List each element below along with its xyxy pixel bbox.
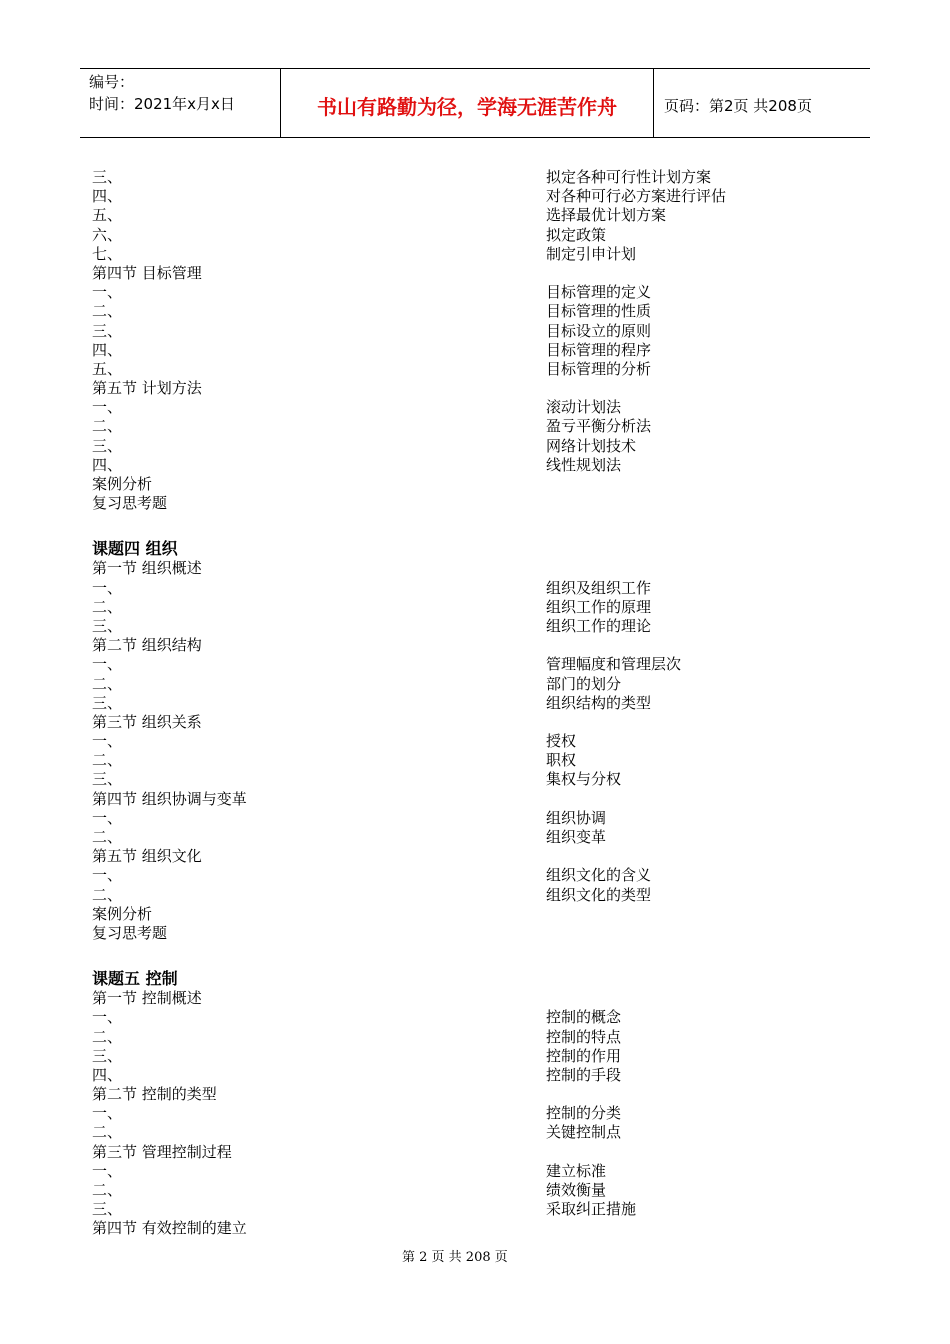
item-title: 集权与分权 xyxy=(546,770,622,789)
outline-item xyxy=(92,302,852,321)
outline-item xyxy=(92,828,852,847)
item-title: 滚动计划法 xyxy=(546,398,622,417)
item-number: 四、 xyxy=(92,455,123,474)
item-title: 控制的概念 xyxy=(546,1008,622,1027)
outline-item xyxy=(92,1162,852,1181)
number-label: 编号： xyxy=(89,73,135,91)
item-number: 二、 xyxy=(92,302,123,321)
item-title: 控制的手段 xyxy=(546,1065,622,1084)
item-title: 关键控制点 xyxy=(546,1123,622,1142)
outline-item xyxy=(92,360,852,379)
section-title: 第二节 组织结构 xyxy=(92,636,202,655)
section-heading xyxy=(92,379,852,398)
item-number: 一、 xyxy=(92,1104,123,1123)
outline-item xyxy=(92,732,852,751)
item-number: 一、 xyxy=(92,732,123,751)
item-title: 目标管理的程序 xyxy=(546,340,652,359)
section-heading xyxy=(92,924,852,943)
item-number: 三、 xyxy=(92,321,123,340)
outline-item xyxy=(92,809,852,828)
item-title: 控制的分类 xyxy=(546,1104,622,1123)
item-number: 二、 xyxy=(92,597,123,616)
section-heading xyxy=(92,790,852,809)
item-number: 三、 xyxy=(92,1200,123,1219)
section-heading xyxy=(92,559,852,578)
item-number: 一、 xyxy=(92,808,123,827)
outline-item xyxy=(92,245,852,264)
item-number: 五、 xyxy=(92,359,123,378)
section-heading xyxy=(92,713,852,732)
section-heading xyxy=(92,1143,852,1162)
item-number: 二、 xyxy=(92,417,123,436)
item-number: 一、 xyxy=(92,283,123,302)
outline-item xyxy=(92,655,852,674)
item-number: 三、 xyxy=(92,168,123,186)
item-title: 拟定各种可行性计划方案 xyxy=(546,168,712,186)
outline-item xyxy=(92,1200,852,1219)
outline-item xyxy=(92,1047,852,1066)
chapter-heading: 课题五 控制 xyxy=(92,969,178,989)
item-title: 线性规划法 xyxy=(546,455,622,474)
outline-item xyxy=(92,1066,852,1085)
section-title: 复习思考题 xyxy=(92,923,168,942)
item-number: 二、 xyxy=(92,1027,123,1046)
outline-item xyxy=(92,168,852,187)
outline-item xyxy=(92,770,852,789)
item-title: 建立标准 xyxy=(546,1161,607,1180)
section-title: 案例分析 xyxy=(92,904,153,923)
item-title: 制定引申计划 xyxy=(546,244,637,263)
item-number: 五、 xyxy=(92,206,123,225)
section-heading xyxy=(92,1085,852,1104)
item-title: 组织工作的理论 xyxy=(546,616,652,635)
item-number: 三、 xyxy=(92,1046,123,1065)
outline-item xyxy=(92,1028,852,1047)
section-title: 第一节 控制概述 xyxy=(92,989,202,1008)
item-title: 绩效衡量 xyxy=(546,1181,607,1199)
outline-item xyxy=(92,226,852,245)
item-title: 选择最优计划方案 xyxy=(546,206,667,225)
section-heading xyxy=(92,264,852,283)
item-number: 三、 xyxy=(92,770,123,789)
section-title: 第三节 管理控制过程 xyxy=(92,1142,232,1161)
outline-item xyxy=(92,675,852,694)
spacer xyxy=(92,943,852,966)
section-title: 第四节 有效控制的建立 xyxy=(92,1219,247,1238)
page-header xyxy=(80,68,870,138)
item-title: 部门的划分 xyxy=(546,674,622,693)
outline-item xyxy=(92,886,852,905)
time-label: 时间：2021年x月x日 xyxy=(89,95,235,113)
item-title: 组织及组织工作 xyxy=(546,578,652,597)
outline-item xyxy=(92,1008,852,1027)
section-heading xyxy=(92,494,852,513)
item-number: 二、 xyxy=(92,674,123,693)
item-title: 组织结构的类型 xyxy=(546,693,652,712)
item-number: 一、 xyxy=(92,1008,123,1027)
item-number: 二、 xyxy=(92,1123,123,1142)
item-number: 二、 xyxy=(92,885,123,904)
section-title: 第二节 控制的类型 xyxy=(92,1085,217,1104)
outline-item xyxy=(92,187,852,206)
item-number: 四、 xyxy=(92,187,123,206)
outline-item xyxy=(92,866,852,885)
item-title: 采取纠正措施 xyxy=(546,1200,637,1219)
outline-item xyxy=(92,322,852,341)
item-title: 网络计划技术 xyxy=(546,436,637,455)
item-title: 组织工作的原理 xyxy=(546,597,652,616)
item-number: 六、 xyxy=(92,225,123,244)
section-heading xyxy=(92,475,852,494)
section-heading xyxy=(92,636,852,655)
outline-item xyxy=(92,206,852,225)
outline-content xyxy=(92,168,852,1239)
item-number: 一、 xyxy=(92,1161,123,1180)
item-number: 二、 xyxy=(92,828,123,846)
item-title: 盈亏平衡分析法 xyxy=(546,417,652,436)
spacer xyxy=(92,513,852,536)
item-title: 授权 xyxy=(546,732,577,751)
section-heading xyxy=(92,1219,852,1238)
item-title: 目标管理的性质 xyxy=(546,302,652,321)
item-title: 组织变革 xyxy=(546,828,607,846)
section-title: 案例分析 xyxy=(92,475,153,493)
outline-item xyxy=(92,1181,852,1200)
page-footer: 第 2 页 共 208 页 xyxy=(402,1250,508,1265)
section-heading xyxy=(92,905,852,924)
section-title: 第一节 组织概述 xyxy=(92,559,202,578)
header-page-info: 页码：第2页 共208页 xyxy=(664,96,812,115)
section-title: 第四节 组织协调与变革 xyxy=(92,789,247,808)
outline-item xyxy=(92,1104,852,1123)
item-title: 管理幅度和管理层次 xyxy=(546,655,682,674)
item-title: 组织文化的类型 xyxy=(546,885,652,904)
item-number: 三、 xyxy=(92,436,123,455)
outline-item xyxy=(92,694,852,713)
section-heading xyxy=(92,989,852,1008)
item-title: 职权 xyxy=(546,751,577,770)
item-title: 目标管理的定义 xyxy=(546,283,652,302)
outline-item xyxy=(92,437,852,456)
header-motto: 书山有路勤为径，学海无涯苦作舟 xyxy=(281,69,654,137)
section-title: 第五节 组织文化 xyxy=(92,847,202,866)
section-heading xyxy=(92,847,852,866)
item-number: 二、 xyxy=(92,751,123,770)
item-number: 三、 xyxy=(92,693,123,712)
section-title: 第三节 组织关系 xyxy=(92,712,202,731)
section-title: 第五节 计划方法 xyxy=(92,379,202,398)
item-title: 控制的特点 xyxy=(546,1027,622,1046)
item-title: 控制的作用 xyxy=(546,1046,622,1065)
item-number: 二、 xyxy=(92,1181,123,1199)
outline-item xyxy=(92,341,852,360)
item-number: 四、 xyxy=(92,1065,123,1084)
item-number: 一、 xyxy=(92,578,123,597)
outline-item xyxy=(92,579,852,598)
header-meta-cell xyxy=(80,69,281,137)
item-number: 三、 xyxy=(92,616,123,635)
item-title: 目标管理的分析 xyxy=(546,359,652,378)
item-number: 七、 xyxy=(92,244,123,263)
item-title: 对各种可行必方案进行评估 xyxy=(546,187,727,206)
item-number: 一、 xyxy=(92,655,123,674)
outline-item xyxy=(92,398,852,417)
item-title: 组织协调 xyxy=(546,808,607,827)
item-title: 组织文化的含义 xyxy=(546,866,652,885)
section-title: 第四节 目标管理 xyxy=(92,263,202,282)
section-title: 复习思考题 xyxy=(92,494,168,513)
chapter-heading: 课题四 组织 xyxy=(92,539,178,559)
outline-item xyxy=(92,1123,852,1142)
outline-item xyxy=(92,751,852,770)
outline-item xyxy=(92,417,852,436)
item-number: 四、 xyxy=(92,340,123,359)
item-number: 一、 xyxy=(92,398,123,417)
outline-item xyxy=(92,283,852,302)
item-title: 拟定政策 xyxy=(546,225,607,244)
item-number: 一、 xyxy=(92,866,123,885)
outline-item xyxy=(92,456,852,475)
outline-item xyxy=(92,617,852,636)
item-title: 目标设立的原则 xyxy=(546,321,652,340)
outline-item xyxy=(92,598,852,617)
